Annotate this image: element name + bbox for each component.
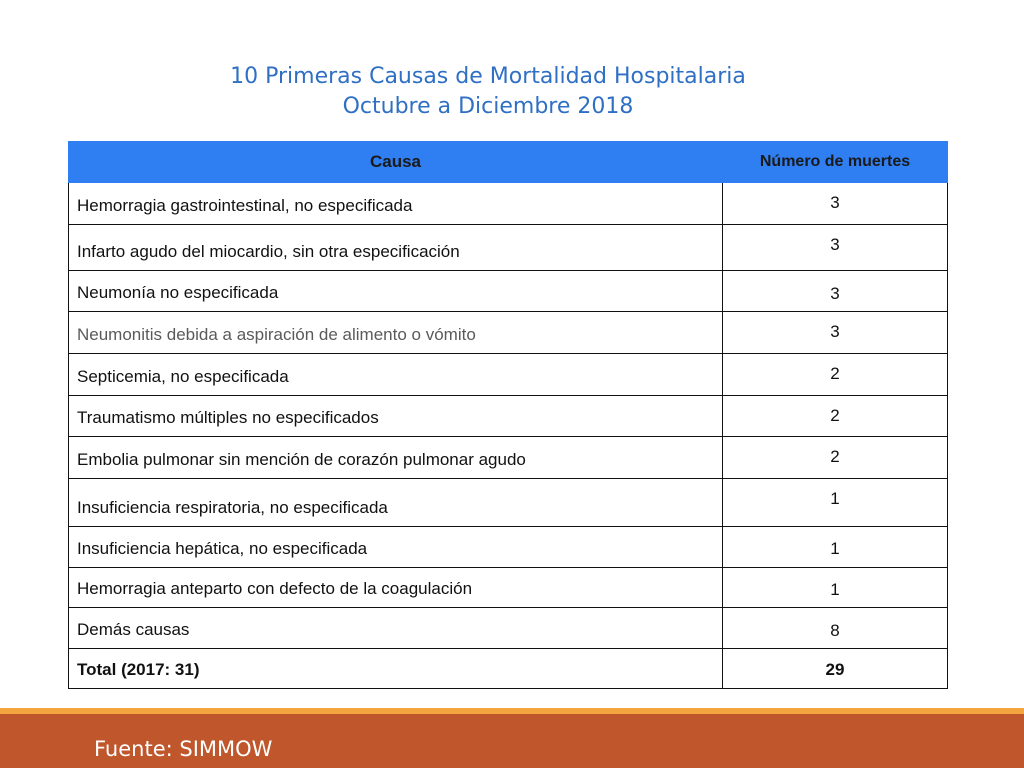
- count-cell: 1: [723, 527, 948, 568]
- count-cell: 8: [723, 608, 948, 649]
- table-row: [69, 354, 948, 396]
- cause-text: Neumonitis debida a aspiración de alimento o vómito: [77, 325, 476, 344]
- cause-cell: Hemorragia anteparto con defecto de la coagulación: [69, 568, 723, 608]
- table-header-row: [69, 142, 948, 183]
- table-row: [69, 183, 948, 225]
- table-row: [69, 479, 948, 527]
- count-cell: 3: [723, 312, 948, 354]
- table-row: [69, 396, 948, 437]
- cause-cell: Insuficiencia hepática, no especificada: [69, 527, 723, 568]
- cause-cell: Hemorragia gastrointestinal, no especificada: [69, 183, 723, 225]
- footer-source: Fuente: SIMMOW: [94, 737, 273, 761]
- cause-cell: Traumatismo múltiples no especificados: [69, 396, 723, 437]
- cause-cell: Neumonía no especificada: [69, 271, 723, 312]
- cause-cell: Demás causas: [69, 608, 723, 649]
- table-row: [69, 568, 948, 608]
- table-row: [69, 527, 948, 568]
- count-cell: 2: [723, 437, 948, 479]
- table-row: [69, 312, 948, 354]
- count-cell: 3: [723, 183, 948, 225]
- total-count: 29: [723, 649, 948, 689]
- table-row: [69, 437, 948, 479]
- cause-cell: Insuficiencia respiratoria, no especificada: [69, 479, 723, 527]
- cause-cell: Septicemia, no especificada: [69, 354, 723, 396]
- count-cell: 2: [723, 396, 948, 437]
- slide-title: [0, 62, 976, 122]
- table-row: [69, 225, 948, 271]
- count-cell: 3: [723, 271, 948, 312]
- count-cell: 2: [723, 354, 948, 396]
- table-total-row: [69, 649, 948, 689]
- title-line-2: Octubre a Diciembre 2018: [342, 94, 634, 119]
- header-cause: Causa: [69, 142, 723, 183]
- count-cell: 3: [723, 225, 948, 271]
- count-cell: 1: [723, 568, 948, 608]
- total-label: Total (2017: 31): [69, 649, 723, 689]
- count-cell: 1: [723, 479, 948, 527]
- cause-cell: Infarto agudo del miocardio, sin otra especificación: [69, 225, 723, 271]
- header-count: Número de muertes: [723, 142, 948, 183]
- cause-cell: [69, 312, 723, 354]
- mortality-table: [68, 141, 948, 689]
- title-line-1: 10 Primeras Causas de Mortalidad Hospitalaria: [230, 64, 746, 89]
- table-row: [69, 271, 948, 312]
- table-row: [69, 608, 948, 649]
- cause-cell: Embolia pulmonar sin mención de corazón pulmonar agudo: [69, 437, 723, 479]
